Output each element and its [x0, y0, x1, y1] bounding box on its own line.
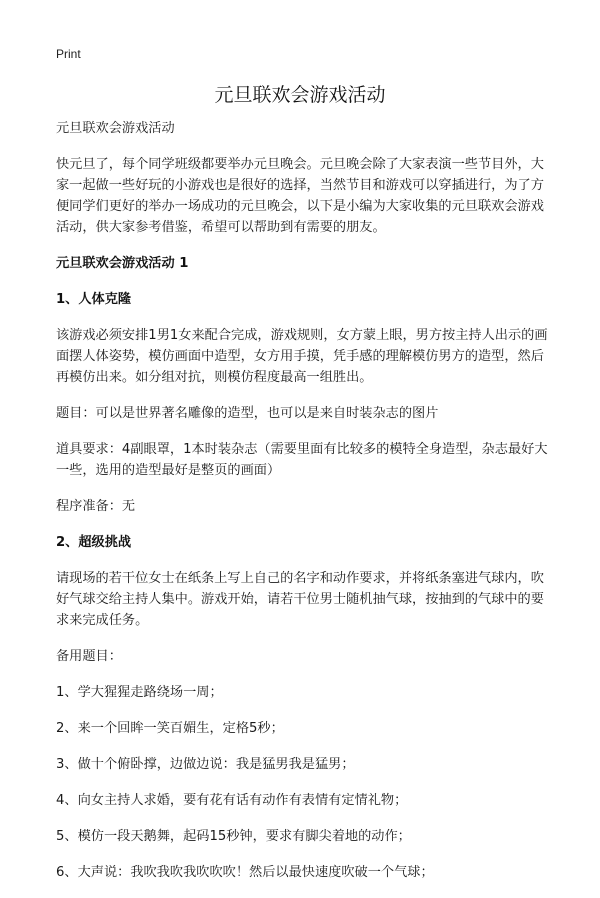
document-title: 元旦联欢会游戏活动: [214, 84, 386, 106]
game2-rules: 请现场的若干位女士在纸条上写上自己的名字和动作要求，并将纸条塞进气球内，吹好气球交给主持人集中。游戏开始，请若干位男士随机抽气球，按抽到的气球中的要求来完成任务。: [56, 571, 544, 628]
section-heading: 元旦联欢会游戏活动 1: [56, 256, 189, 271]
document-body: [56, 118, 556, 898]
list-item: 5、模仿一段天鹅舞，起码15秒钟，要求有脚尖着地的动作；: [56, 829, 411, 844]
document-subtitle: 元旦联欢会游戏活动: [56, 121, 175, 136]
list-item: 6、大声说：我吹我吹我吹吹吹！然后以最快速度吹破一个气球；: [56, 865, 434, 880]
game1-heading: 1、人体克隆: [56, 292, 132, 307]
game1-rules: 该游戏必须安排1男1女来配合完成，游戏规则，女方蒙上眼，男方按主持人出示的画面摆人体姿势，模仿画面中造型，女方用手摸，凭手感的理解模仿男方的造型，然后再模仿出来。如分组对抗，则模仿程度最高一组胜出。: [56, 328, 548, 385]
list-item: 4、向女主持人求婚，要有花有话有动作有表情有定情礼物；: [56, 793, 408, 808]
list-item: 3、做十个俯卧撑，边做边说：我是猛男我是猛男；: [56, 757, 355, 772]
print-label: Print: [56, 47, 81, 61]
intro-paragraph: 快元旦了，每个同学班级都要举办元旦晚会。元旦晚会除了大家表演一些节目外，大家一起做一些好玩的小游戏也是很好的选择，当然节目和游戏可以穿插进行，为了方便同学们更好的举办一场成功的元旦晚会，以下是小编为大家收集的元旦联欢会游戏活动，供大家参考借鉴，希望可以帮助到有需要的朋友。: [56, 157, 544, 235]
game2-heading: 2、超级挑战: [56, 535, 132, 550]
game1-props: 道具要求：4副眼罩，1本时装杂志（需要里面有比较多的模特全身造型，杂志最好大一些，选用的造型最好是整页的画面）: [56, 442, 548, 478]
game1-prep: 程序准备：无: [56, 499, 136, 514]
game1-topic: 题目：可以是世界著名雕像的造型，也可以是来自时装杂志的图片: [56, 406, 439, 421]
game2-backup-label: 备用题目：: [56, 649, 122, 664]
list-item: 1、学大猩猩走路绕场一周；: [56, 685, 223, 700]
list-item: 2、来一个回眸一笑百媚生，定格5秒；: [56, 721, 284, 736]
